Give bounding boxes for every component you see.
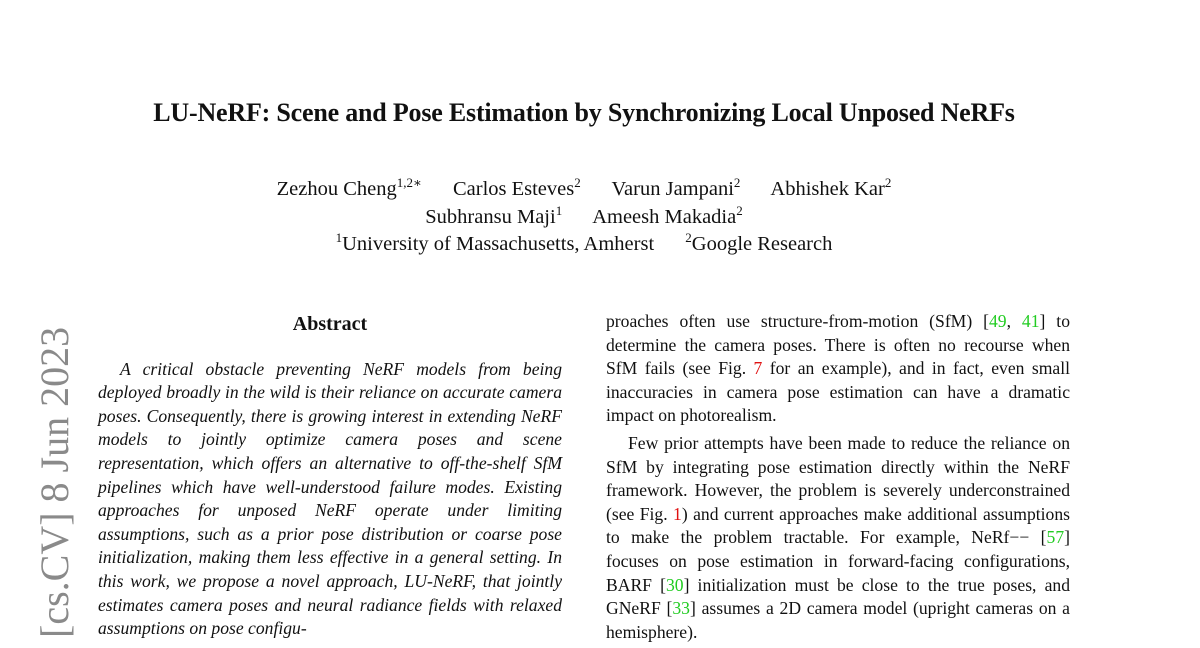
text-span: ] focuses on pose estimation in forward-facing configurations, BARF [ [606, 527, 1070, 595]
author-name: Varun Jampani [611, 178, 734, 200]
affiliation-name: Google Research [691, 233, 833, 255]
affiliation-name: University of Massachusetts, Amherst [342, 233, 655, 255]
text-span: ] assumes a 2D camera model (upright cameras on a hemisphere). [606, 598, 1070, 642]
author-name: Carlos Esteves [452, 178, 575, 200]
right-column [606, 310, 1070, 644]
arxiv-stamp-text: [cs.CV] 8 Jun 2023 [32, 326, 77, 638]
intro-paragraph-2 [606, 432, 1070, 644]
affiliation-row [0, 231, 1168, 259]
author-affil: 1,2∗ [396, 175, 422, 190]
author-affil: 2 [574, 175, 581, 190]
author-affil: 1 [555, 202, 563, 218]
text-span: ) and current approaches make additional assumptions to make the problem tractable. For example, NeRf−− [ [606, 503, 1070, 548]
affiliation-mark: 2 [685, 230, 692, 245]
abstract-text: A critical obstacle preventing NeRF models from being deployed broadly in the wild is their reliance on accurate camera poses. Consequently, there is growing interest in extending NeRF models to jointly optimize camera poses and scene representation, which offers an alternative to off-the-shelf SfM pipelines which have well-understood failure modes. Existing approaches for unposed NeRF operate under limiting assumptions, such as a prior pose distribution or coarse pose initialization, making them less effective in a general setting. In this work, we propose a novel approach, LU-NeRF, that jointly estimates camera poses and neural radiance fields with relaxed assumptions on pose configu- [98, 358, 562, 639]
citation-link[interactable]: 33 [672, 598, 690, 619]
intro-paragraph-1 [606, 310, 1070, 428]
author-affil: 2 [736, 202, 743, 218]
text-span: ] initialization must be close to the true poses, and GNeRF [ [606, 574, 1070, 619]
author-row-2 [0, 204, 1168, 232]
author-name: Abhishek Kar [770, 178, 885, 200]
text-span: for an example), and in fact, even small inaccuracies in camera pose estimation can have a dramatic impact on photorealism. [606, 358, 1070, 426]
citation-link[interactable]: 49 [988, 311, 1007, 331]
author-affil: 2 [733, 175, 741, 190]
left-column [98, 310, 562, 641]
text-span: proaches often use structure-from-motion (SfM) [ [606, 311, 989, 331]
citation-link[interactable]: 57 [1046, 527, 1065, 548]
arxiv-stamp [25, 320, 75, 638]
author-affil: 2 [884, 175, 892, 190]
figure-ref-link[interactable]: 7 [753, 358, 763, 379]
affiliation-mark: 1 [335, 230, 343, 245]
text-span: Few prior attempts have been made to reduce the reliance on SfM by integrating pose estimation directly within the NeRF framework. However, the problem is severely underconstrained (see Fig. [606, 432, 1070, 524]
author-row-1 [0, 176, 1168, 204]
paper-title: LU-NeRF: Scene and Pose Estimation by Synchronizing Local Unposed NeRFs [153, 98, 1015, 127]
text-span: ] to determine the camera poses. There is often no recourse when SfM fails (see Fig. [606, 311, 1070, 379]
author-block [0, 176, 1168, 259]
figure-ref-link[interactable]: 1 [673, 503, 682, 524]
author-name: Ameesh Makadia [592, 205, 737, 228]
abstract-heading: Abstract [292, 313, 368, 335]
citation-link[interactable]: 41 [1021, 311, 1040, 331]
author-name: Zezhou Cheng [276, 178, 397, 200]
citation-link[interactable]: 30 [665, 574, 684, 595]
text-span: , [1006, 311, 1022, 331]
author-name: Subhransu Maji [425, 205, 556, 228]
